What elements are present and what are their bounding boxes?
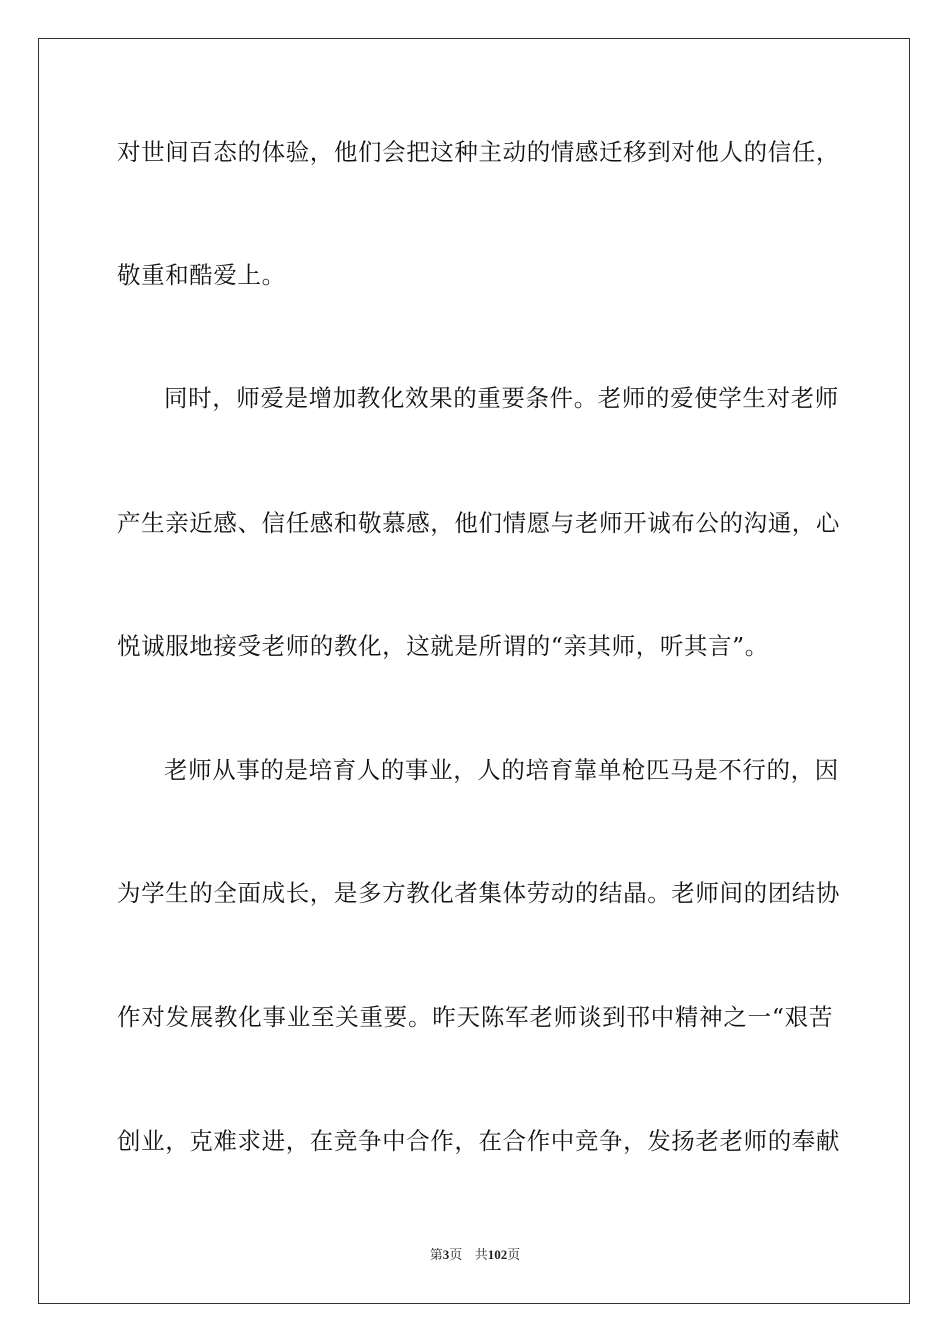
body-line-3: 同时，师爱是增加教化效果的重要条件。老师的爱使学生对老师 [164, 384, 839, 412]
page-footer [0, 1246, 950, 1265]
total-prefix: 共 [474, 1248, 488, 1263]
body-line-6: 老师从事的是培育人的事业，人的培育靠单枪匹马是不行的，因 [164, 756, 839, 784]
body-line-5: 悦诚服地接受老师的教化，这就是所谓的“亲其师，听其言”。 [117, 632, 769, 660]
body-line-9: 创业，克难求进，在竞争中合作，在合作中竞争，发扬老老师的奉献 [117, 1127, 840, 1155]
total-suffix: 页 [507, 1248, 521, 1263]
page-border [38, 38, 910, 1304]
total-pages: 102 [487, 1247, 508, 1262]
body-line-1: 对世间百态的体验，他们会把这种主动的情感迁移到对他人的信任， [117, 138, 840, 166]
body-line-8: 作对发展教化事业至关重要。昨天陈军老师谈到邗中精神之一“艰苦 [117, 1003, 833, 1031]
page-prefix: 第 [429, 1248, 443, 1263]
page-suffix: 页 [449, 1248, 463, 1263]
body-line-4: 产生亲近感、信任感和敬慕感，他们情愿与老师开诚布公的沟通，心 [117, 509, 840, 537]
body-line-2: 敬重和酷爱上。 [117, 261, 286, 289]
body-line-7: 为学生的全面成长，是多方教化者集体劳动的结晶。老师间的团结协 [117, 879, 840, 907]
page-number: 3 [442, 1247, 450, 1262]
